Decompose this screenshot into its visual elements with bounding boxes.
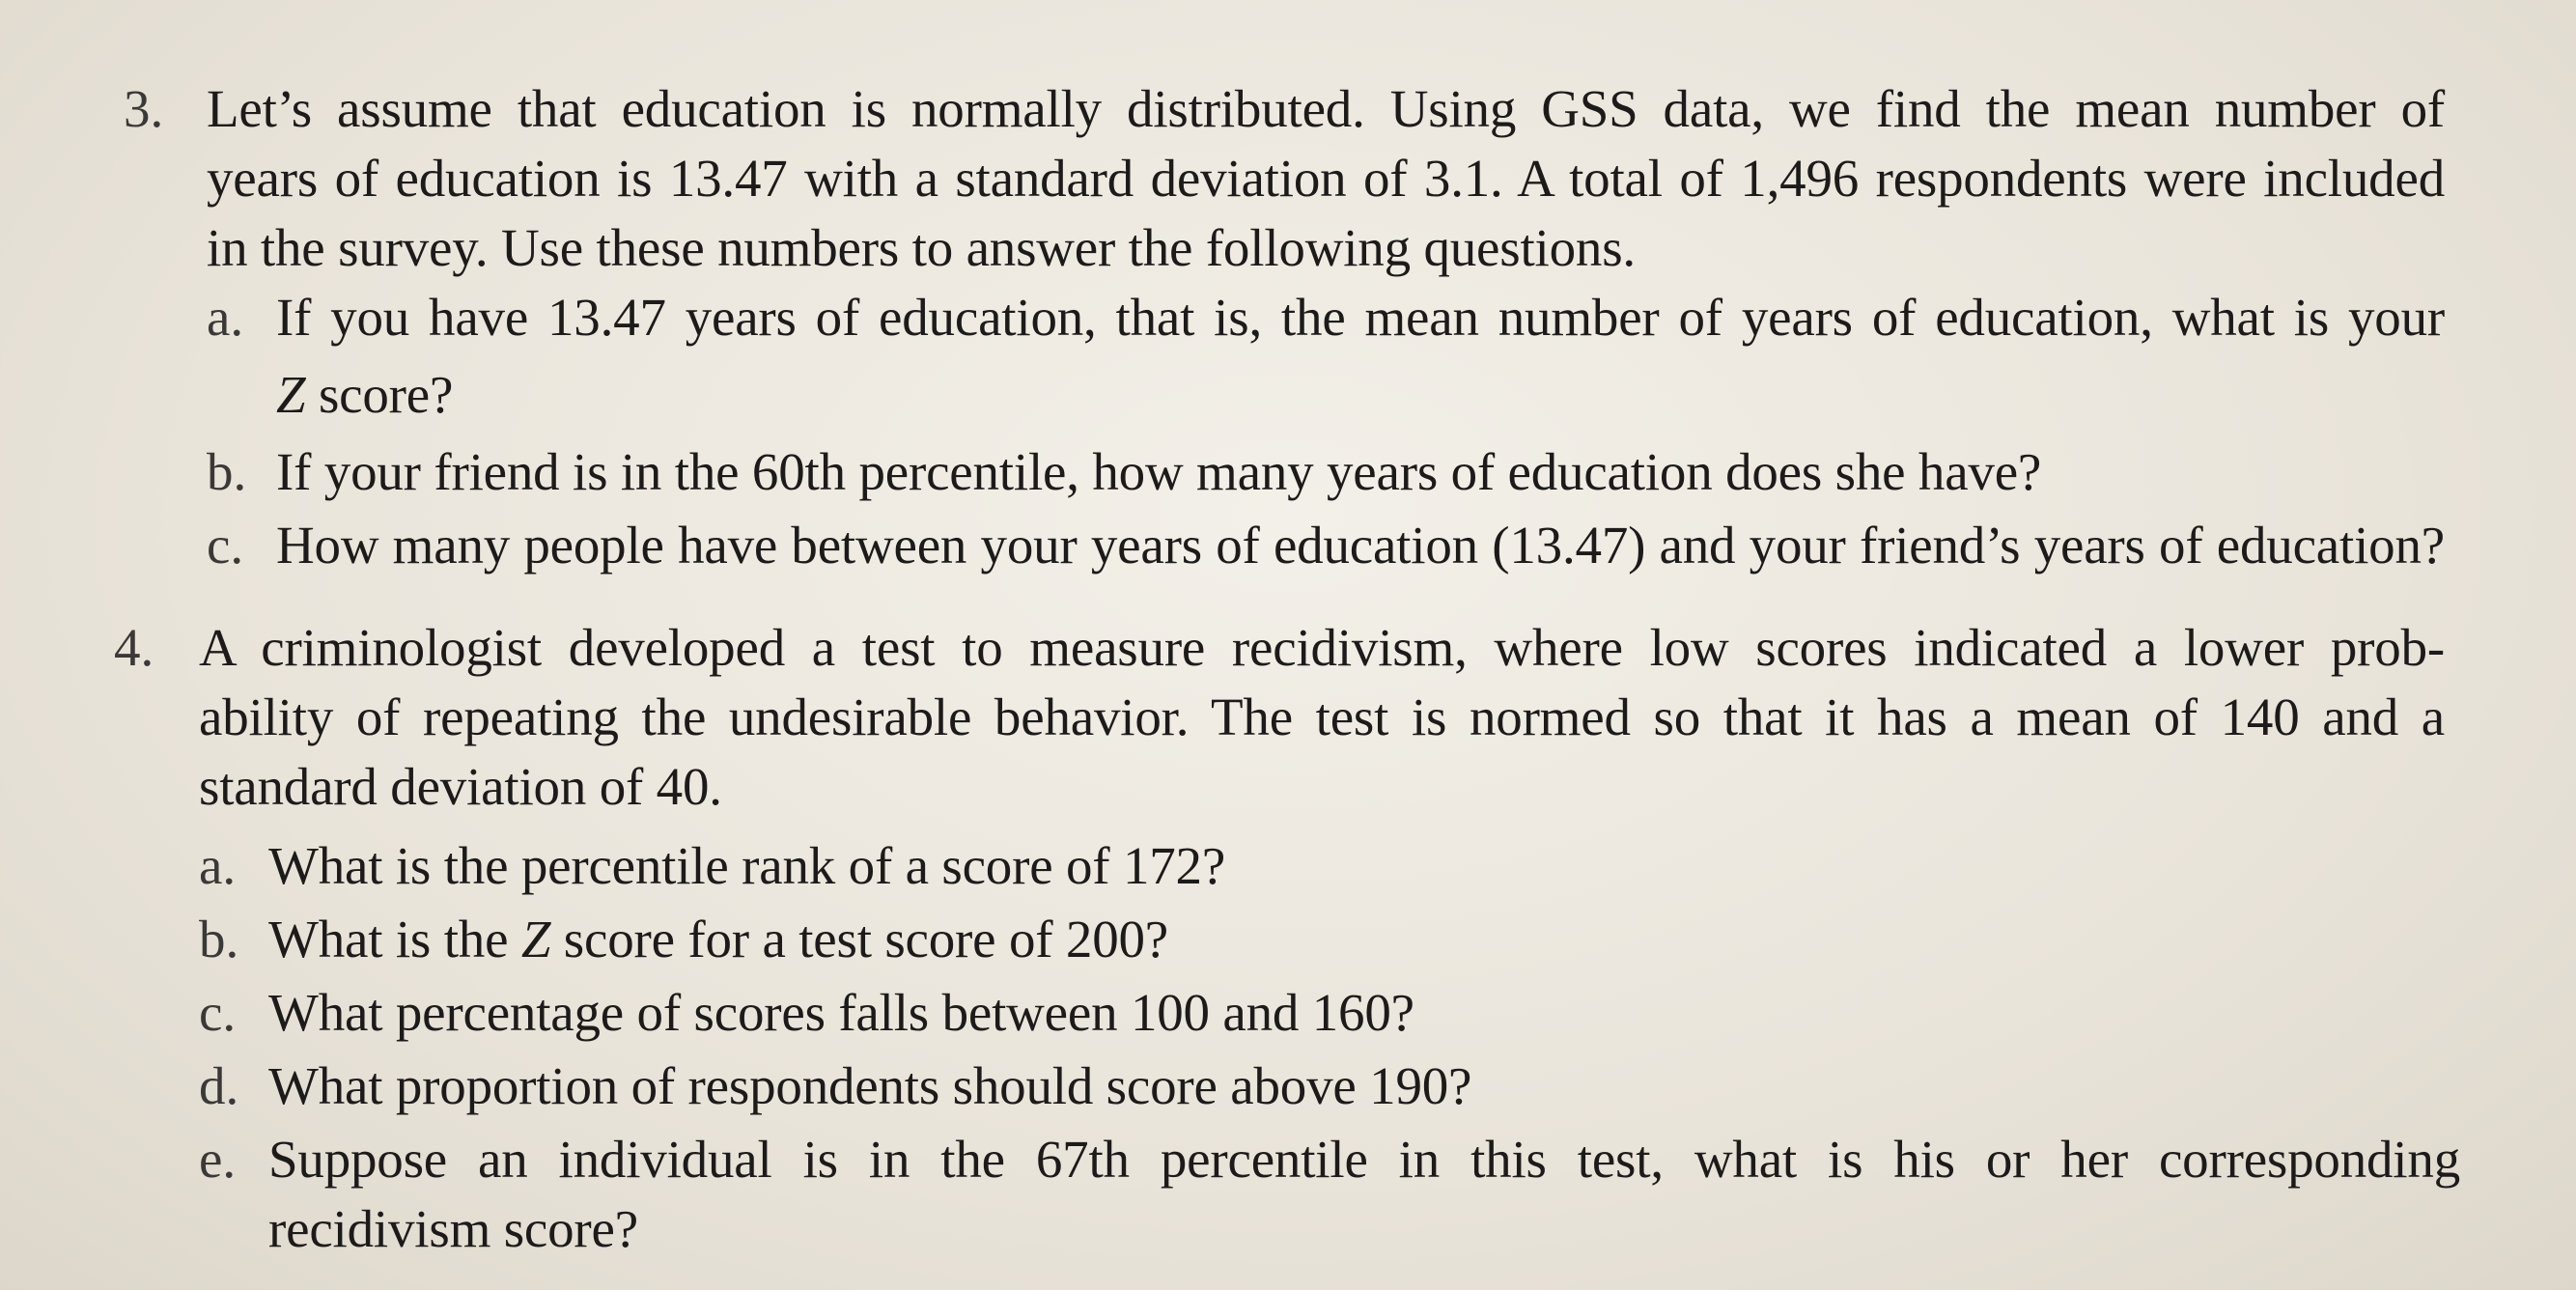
part-letter: c. [207, 516, 244, 575]
part-letter: a. [207, 288, 244, 347]
part-letter: b. [207, 442, 247, 501]
question-text-line: in the survey. Use these numbers to answer the following questions. [207, 218, 1636, 277]
part-text-line: If your friend is in the 60th percentile, how many years of education does she have? [276, 442, 2042, 501]
part-letter: a. [199, 836, 237, 895]
part-text-line: Z score? [276, 365, 454, 424]
part-letter: d. [199, 1056, 239, 1115]
part-text-line: How many people have between your years of education (13.47) and your friend’s years of education? [276, 516, 2445, 575]
part-letter: e. [199, 1130, 237, 1189]
part-text-line: What proportion of respondents should score above 190? [268, 1056, 1472, 1115]
part-letter: c. [199, 983, 237, 1042]
part-text-line: Suppose an individual is in the 67th percentile in this test, what is his or her corresponding [268, 1130, 2460, 1189]
question-text-line: years of education is 13.47 with a standard deviation of 3.1. A total of 1,496 respondents were included [207, 149, 2445, 208]
question-number: 3. [124, 79, 164, 138]
question-text-line: A criminologist developed a test to measure recidivism, where low scores indicated a lower prob- [199, 618, 2445, 677]
question-number: 4. [114, 618, 154, 677]
question-text-line: ability of repeating the undesirable behavior. The test is normed so that it has a mean of 140 and a [199, 687, 2445, 746]
part-letter: b. [199, 910, 239, 968]
part-text-line: What is the Z score for a test score of 200? [268, 910, 1169, 968]
part-text-line: What percentage of scores falls between 100 and 160? [268, 983, 1414, 1042]
part-text-line: If you have 13.47 years of education, that is, the mean number of years of education, what is your [276, 288, 2445, 347]
part-text-line: recidivism score? [268, 1199, 638, 1258]
part-text-line: What is the percentile rank of a score of 172? [268, 836, 1226, 895]
question-text-line: Let’s assume that education is normally distributed. Using GSS data, we find the mean number of [207, 79, 2445, 138]
question-text-line: standard deviation of 40. [199, 757, 722, 816]
